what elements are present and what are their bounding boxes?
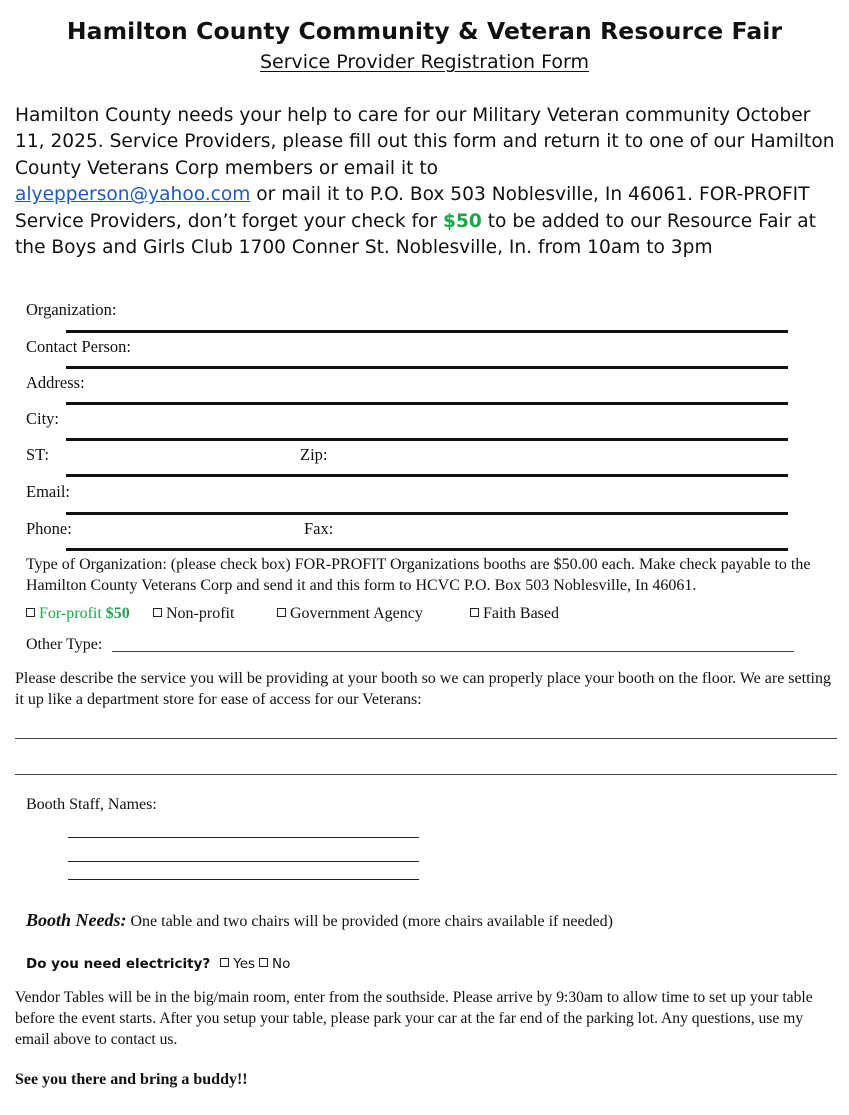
- city-field[interactable]: [66, 438, 788, 441]
- electricity-no-label: No: [272, 956, 291, 972]
- email-field[interactable]: [66, 512, 788, 515]
- staff-name-line-1[interactable]: [68, 837, 419, 838]
- fax-label: Fax:: [304, 519, 334, 538]
- state-label: ST:: [26, 445, 50, 464]
- intro-text-2: or mail it to P.O. Box 503 Noblesville, In 46061. FOR-PROFIT Service Providers, don’t forget your check for: [15, 184, 810, 232]
- government-label: Government Agency: [290, 605, 423, 622]
- other-type-field[interactable]: [112, 651, 794, 652]
- contact-person-label: Contact Person:: [26, 337, 131, 356]
- intro-text-3: to be added to our Resource Fair at the Boys and Girls Club 1700 Conner St. Noblesville, In. from 10am to 3pm: [15, 210, 816, 259]
- phone-fax-field[interactable]: [66, 548, 788, 551]
- booth-staff-label: Booth Staff, Names:: [26, 796, 157, 813]
- electricity-yes-option[interactable]: [220, 956, 255, 972]
- for-profit-fee: $50: [105, 605, 130, 622]
- phone-label: Phone:: [26, 519, 72, 538]
- form-subtitle-text: Service Provider Registration Form: [259, 51, 589, 73]
- booth-needs-text: One table and two chairs will be provided (more chairs available if needed): [126, 913, 613, 930]
- email-label: Email:: [26, 482, 70, 501]
- booth-needs-label: Booth Needs:: [26, 910, 127, 930]
- electricity-yes-checkbox[interactable]: [220, 958, 229, 967]
- non-profit-option[interactable]: [153, 604, 234, 625]
- contact-person-field[interactable]: [66, 366, 788, 369]
- for-profit-label: For-profit: [39, 605, 102, 622]
- vendor-instructions: Vendor Tables will be in the big/main room, enter from the southside. Please arrive by 9:30am to allow time to set up your table before the event starts. After you setup your table, please park your car at the far end of the parking lot. Any questions, use my email above to contact us.: [15, 989, 813, 1048]
- electricity-no-option[interactable]: [259, 956, 290, 972]
- intro-paragraph: [15, 103, 840, 261]
- zip-label: Zip:: [300, 445, 328, 464]
- booth-needs: [26, 910, 613, 931]
- org-type-instructions: Type of Organization: (please check box) FOR-PROFIT Organizations booths are $50.00 each. Make check payable to the Hamilton County Veterans Corp and send it and this form to HCVC P.O. Box 503 Noblesville, In 46061.: [26, 556, 811, 594]
- non-profit-label: Non-profit: [166, 605, 235, 622]
- electricity-no-checkbox[interactable]: [259, 958, 268, 967]
- electricity-yes-label: Yes: [233, 956, 256, 972]
- city-label: City:: [26, 409, 60, 428]
- faith-based-checkbox[interactable]: [470, 608, 479, 617]
- organization-label: Organization:: [26, 300, 117, 319]
- service-description-line-1[interactable]: [15, 738, 837, 739]
- service-description-line-2[interactable]: [15, 774, 837, 775]
- fee-amount: $50: [443, 210, 482, 232]
- organization-field[interactable]: [66, 330, 788, 333]
- page-title: Hamilton County Community & Veteran Resource Fair: [66, 17, 783, 45]
- faith-based-label: Faith Based: [483, 605, 559, 622]
- service-description-prompt: Please describe the service you will be providing at your booth so we can properly place your booth on the floor. We are setting it up like a department store for ease of access for our Veterans:: [15, 670, 831, 708]
- electricity-question: Do you need electricity?: [26, 956, 211, 972]
- non-profit-checkbox[interactable]: [153, 608, 162, 617]
- form-subtitle: [0, 51, 849, 73]
- government-option[interactable]: [277, 604, 423, 625]
- faith-based-option[interactable]: [470, 604, 559, 625]
- for-profit-option[interactable]: [26, 604, 130, 625]
- address-field[interactable]: [66, 402, 788, 405]
- address-label: Address:: [26, 373, 85, 392]
- government-checkbox[interactable]: [277, 608, 286, 617]
- state-zip-field[interactable]: [66, 474, 788, 477]
- intro-text-1: Hamilton County needs your help to care for our Military Veteran community October 11, 2025. Service Providers, please fill out this form and return it to one of our Hamilton County Veterans Corp members or email it to: [15, 105, 835, 179]
- email-link[interactable]: alyepperson@yahoo.com: [15, 184, 251, 206]
- staff-name-line-2[interactable]: [68, 861, 419, 862]
- other-type-label: Other Type:: [26, 636, 103, 653]
- for-profit-checkbox[interactable]: [26, 608, 35, 617]
- closing-line: See you there and bring a buddy!!: [15, 1071, 248, 1088]
- staff-name-line-3[interactable]: [68, 879, 419, 880]
- electricity-question-row: [26, 955, 290, 973]
